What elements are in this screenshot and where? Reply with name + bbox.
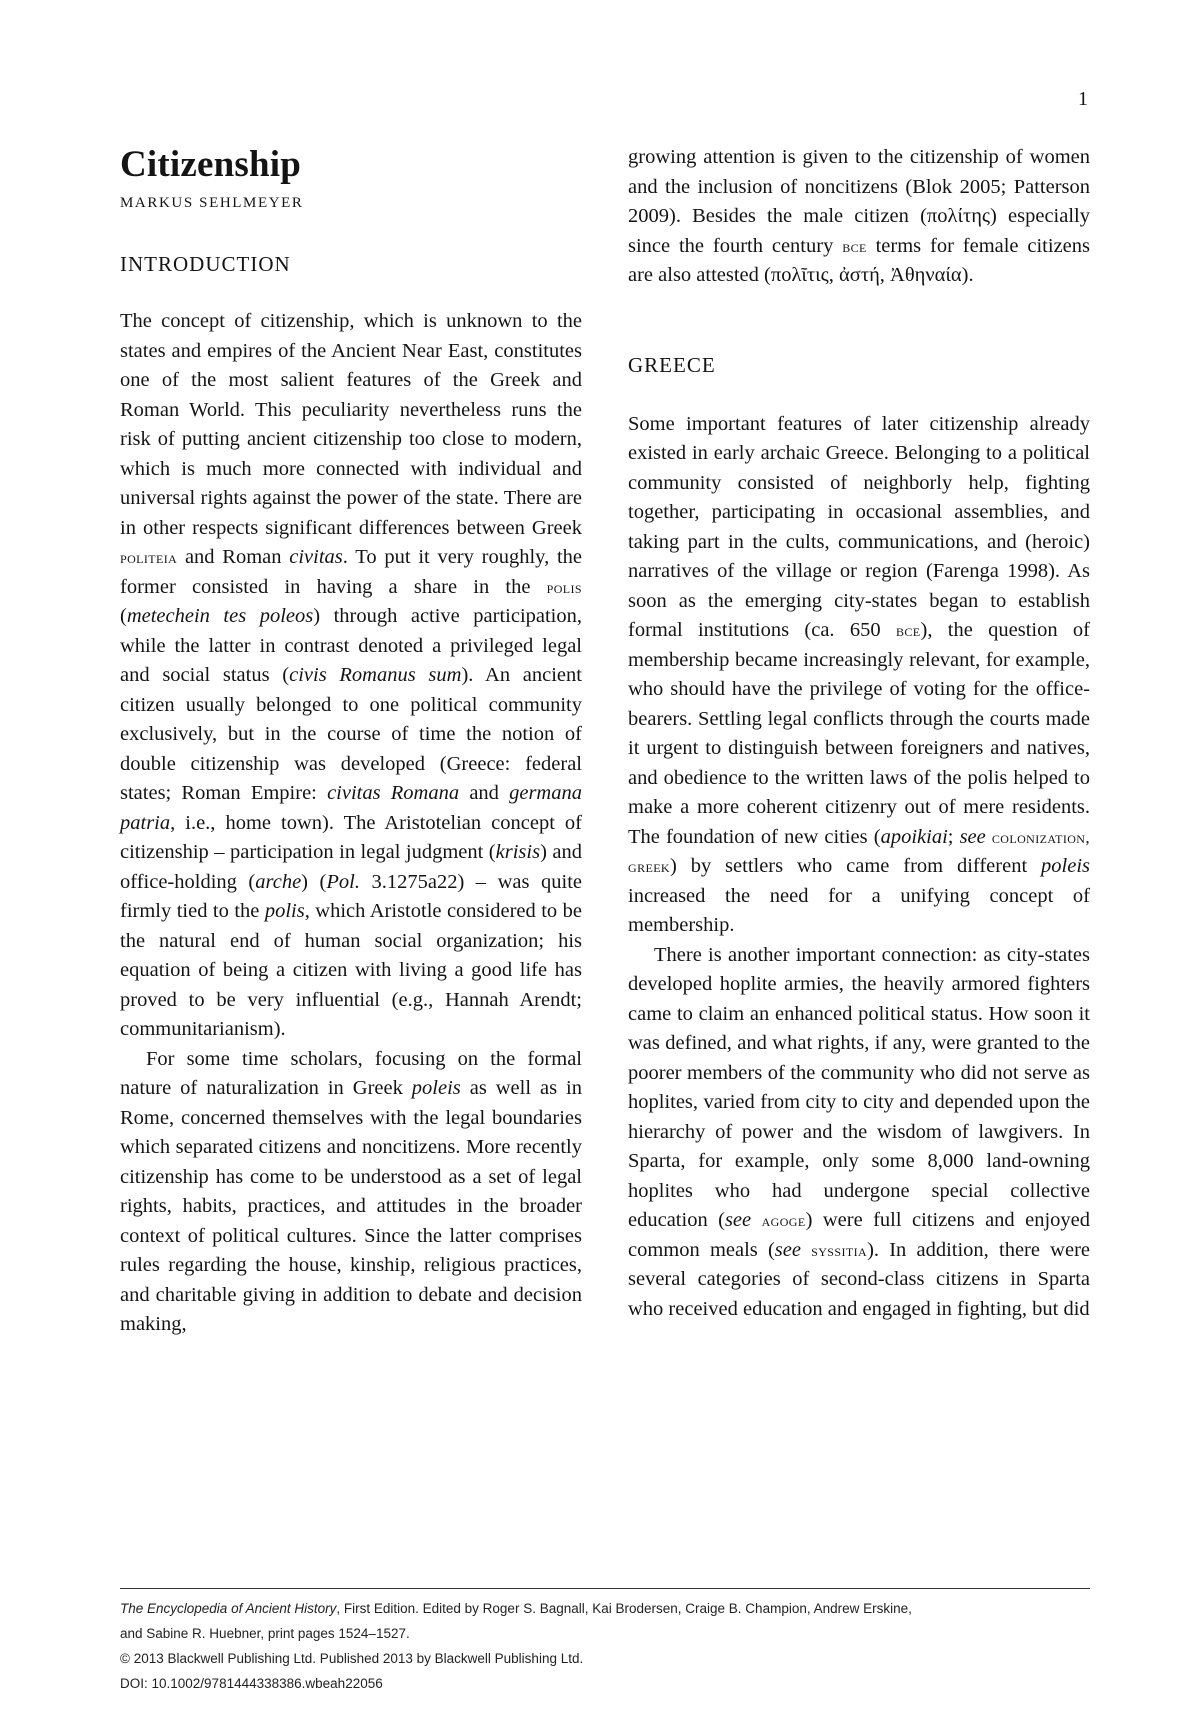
cross-reference-agoge: agoge <box>761 1211 806 1230</box>
left-column <box>120 143 582 1340</box>
cross-reference-colonization: colonization, greek <box>628 827 1090 876</box>
section-heading-introduction: INTRODUCTION <box>120 252 291 276</box>
footer-line-2: and Sabine R. Huebner, print pages 1524–1527. <box>120 1626 410 1641</box>
term-polis: polis <box>546 577 582 597</box>
paragraph-greece-1: Some important features of later citizenship already existed in early archaic Greece. Belonging to a political community consisted of neighborly help, fighting together, participating in occasional assemblies, and taking part in the cults, communications, and (heroic) narratives of the village or region (Farenga 1998). As soon as the emerging city-states began to establish formal institutions (ca. 650 bce), the question of membership became increasingly relevant, for example, who should have the privilege of voting for the office-bearers. Settling legal conflicts through the courts made it urgent to distinguish between foreigners and natives, and obedience to the written laws of the polis helped to make a more coherent citizenry out of mere residents. The foundation of new cities (apoikiai; see colonization, greek) by settlers who came from different poleis increased the need for a unifying concept of membership. <box>628 412 1090 936</box>
article-title: Citizenship <box>120 144 302 185</box>
page-number: 1 <box>1078 88 1088 110</box>
paragraph-greece-2: There is another important connection: as city-states developed hoplite armies, the heavily armored fighters came to claim an enhanced political status. How soon it was defined, and what rights, if any, were granted to the poorer members of the community who did not serve as hoplites, varied from city to city and depended upon the hierarchy of power and the wisdom of lawgivers. In Sparta, for example, only some 8,000 land-owning hoplites who had undergone special collective education (see agoge) were full citizens and enjoyed common meals (see syssitia). In addition, there were several categories of second-class citizens in Sparta who received education and engaged in fighting, but did <box>628 943 1090 1320</box>
paragraph-intro-2: For some time scholars, focusing on the formal nature of naturalization in Greek poleis as well as in Rome, concerned themselves with the legal boundaries which separated citizens and noncitizens. More recently citizenship has come to be understood as a set of legal rights, habits, practices, and attitudes in the broader context of political cultures. Since the latter comprises rules regarding the house, kinship, religious practices, and charitable giving in addition to debate and decision making, <box>120 1047 582 1335</box>
citation-footer <box>120 1596 1080 1696</box>
footer-doi: DOI: 10.1002/9781444338386.wbeah22056 <box>120 1676 383 1691</box>
term-politeia: politeia <box>120 548 178 567</box>
section-heading-greece: GREECE <box>628 352 716 377</box>
footer-line-1: The Encyclopedia of Ancient History, First Edition. Edited by Roger S. Bagnall, Kai Brodersen, Craige B. Champion, Andrew Erskine, <box>120 1601 912 1616</box>
cross-reference-syssitia: syssitia <box>811 1240 868 1260</box>
paragraph-intro-2-continued: growing attention is given to the citizenship of women and the inclusion of noncitizens (Blok 2005; Patterson 2009). Besides the male citizen (πολίτης) especially since the fourth century bce terms for female citizens are also attested (πολῖτις, ἀστή, Ἀθηναία). <box>628 146 1091 286</box>
right-column <box>628 143 1090 1324</box>
footer-divider <box>120 1588 1090 1589</box>
footer-copyright: © 2013 Blackwell Publishing Ltd. Published 2013 by Blackwell Publishing Ltd. <box>120 1651 584 1666</box>
paragraph-intro-1: The concept of citizenship, which is unknown to the states and empires of the Ancient Near East, constitutes one of the most salient features of the Greek and Roman World. This peculiarity nevertheless runs the risk of putting ancient citizenship too close to modern, which is much more connected with individual and universal rights against the power of the state. There are in other respects significant differences between Greek politeia and Roman civitas. To put it very roughly, the former consisted in having a share in the polis (metechein tes poleos) through active participation, while the latter in contrast denoted a privileged legal and social status (civis Romanus sum). An ancient citizen usually belonged to one political community exclusively, but in the course of time the notion of double citizenship was developed (Greece: federal states; Roman Empire: civitas Romana and germana patria, i.e., home town). The Aristotelian concept of citizenship – participation in legal judgment (krisis) and office-holding (arche) (Pol. 3.1275a22) – was quite firmly tied to the polis, which Aristotle considered to be the natural end of human social organization; his equation of being a citizen with living a good life has proved to be very influential (e.g., Hannah Arendt; communitarianism). <box>120 310 583 1040</box>
term-bce: bce <box>842 236 867 256</box>
author-name: MARKUS SEHLMEYER <box>120 195 304 211</box>
